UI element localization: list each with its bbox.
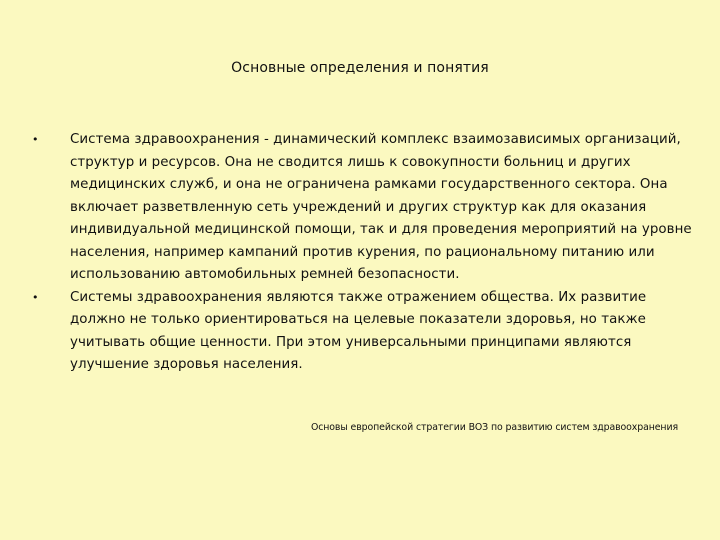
bullet-text: Системы здравоохранения являются также отражением общества. Их развитие должно не только ориентироваться на целевые показатели здоровья, но также учитывать общие ценности. При этом универсальными принципами являются улучшение здоровья населения.: [70, 289, 647, 372]
bullet-icon: •: [32, 290, 39, 304]
bullet-item-health-system-definition: [30, 129, 700, 287]
source-caption: Основы европейской стратегии ВОЗ по развитию систем здравоохранения: [310, 422, 678, 433]
bullet-icon: •: [32, 133, 39, 146]
bullet-list: [30, 129, 700, 377]
slide-title: Основные определения и понятия: [231, 60, 489, 76]
bullet-text: Система здравоохранения - динамический комплекс взаимозависимых организаций, структур и ресурсов. Она не сводится лишь к совокупности больниц и других медицинских служб, и она не ограничена рамками государственного сектора. Она включает разветвленную сеть учреждений и других структур как для оказания индивидуальной медицинской помощи, так и для проведения мероприятий на уровне населения, например кампаний против курения, по рациональному питанию или использованию автомобильных ремней безопасности.: [70, 132, 692, 282]
bullet-item-health-system-society: [30, 287, 700, 377]
